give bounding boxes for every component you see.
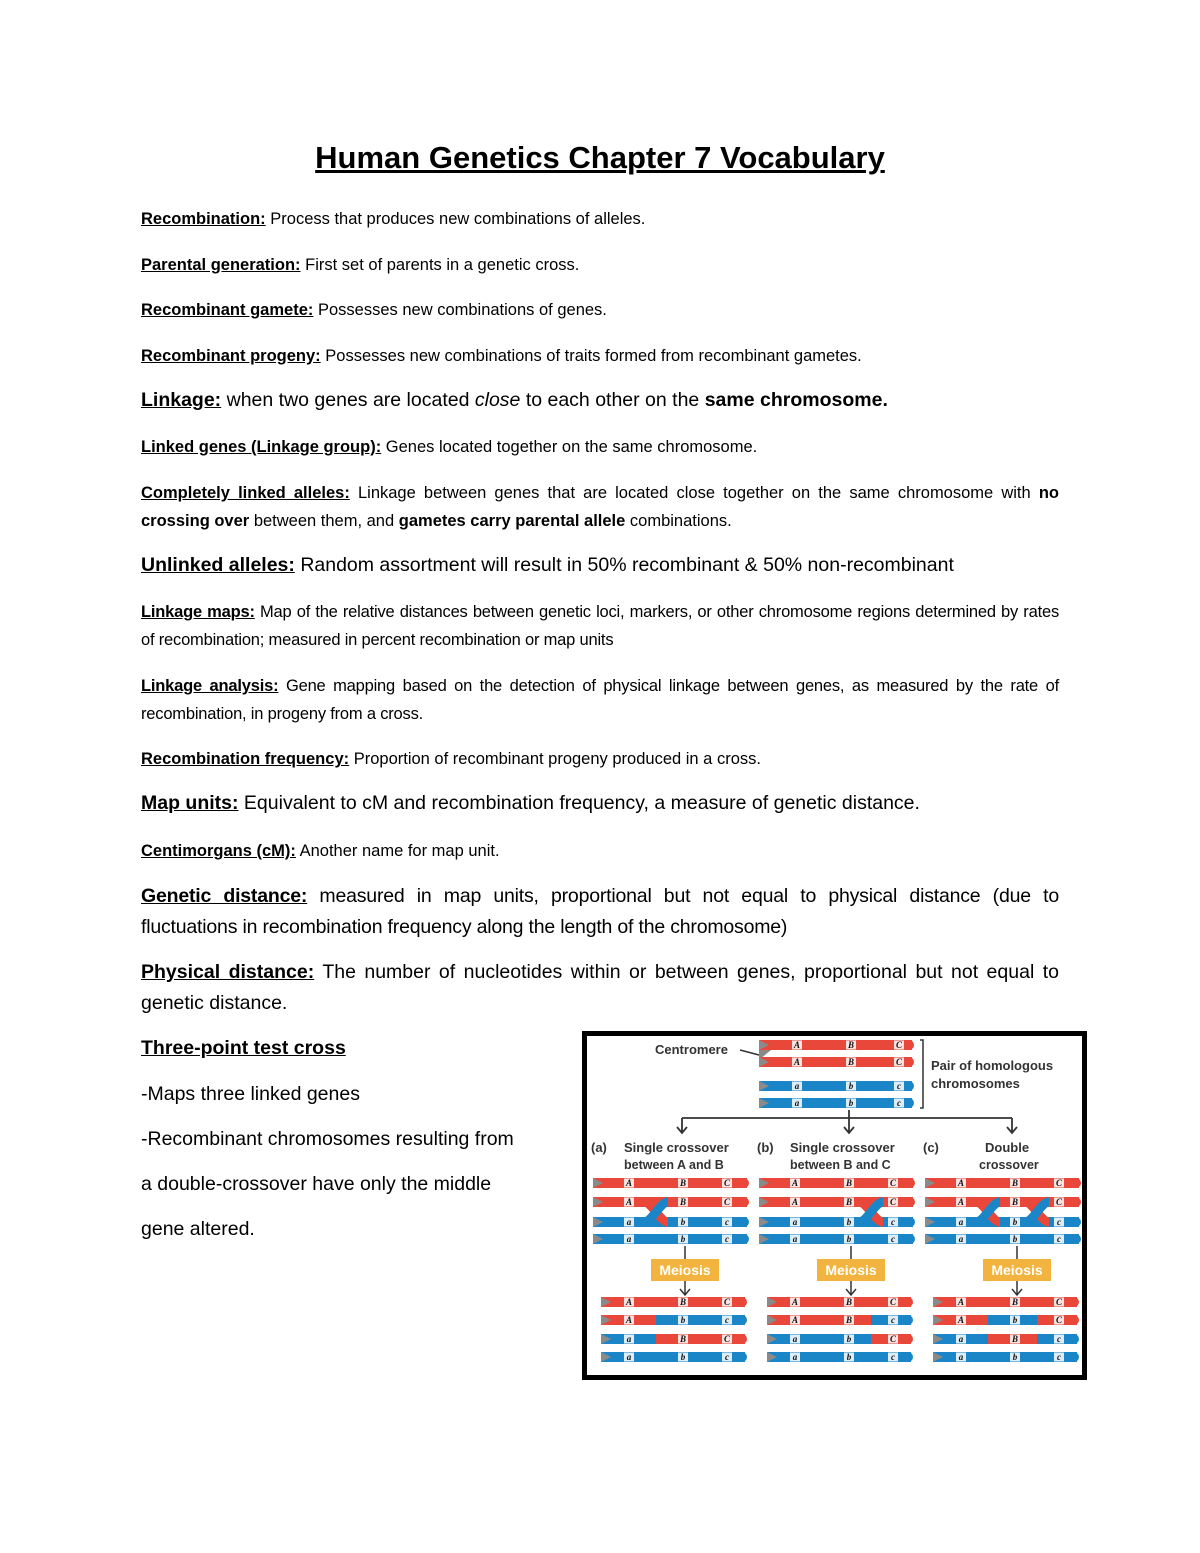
crossover-diagram (587, 1036, 1082, 1375)
definition: Map of the relative distances between genetic loci, markers, or other chromosome regions determined by rates of recombination; measured in percent recombination or map units (141, 603, 1059, 649)
definition-bold: same chromosome (704, 389, 883, 411)
gene-label: B (1011, 1297, 1019, 1308)
term: Recombination frequency: (141, 750, 350, 768)
definition: Possesses new combinations of genes. (317, 301, 607, 319)
gene-label: B (847, 1057, 855, 1068)
gene-label: A (791, 1178, 799, 1189)
gene-label: A (625, 1197, 633, 1208)
definition: Random assortment will result in 50% recombinant & 50% non-recombinant (300, 554, 954, 576)
definition-emphasis: close (474, 389, 521, 411)
term: Linked genes (Linkage group): (141, 438, 382, 456)
definition: Equivalent to cM and recombination frequency, a measure of genetic distance. (243, 792, 920, 814)
panel-b-title: Single crossover (790, 1140, 895, 1155)
panel-a-title: between A and B (624, 1158, 724, 1172)
gene-label: a (792, 1334, 798, 1345)
chromosome-segment (767, 1334, 871, 1344)
term: Completely linked alleles: (141, 484, 350, 502)
gene-label: c (1057, 1217, 1061, 1228)
gene-label: c (725, 1352, 729, 1363)
gene-label: B (1011, 1178, 1019, 1189)
gene-label: c (725, 1315, 729, 1326)
gene-label: b (680, 1352, 686, 1363)
gene-label: a (794, 1081, 800, 1092)
definition-part: to each other on the (525, 389, 700, 411)
gene-label: A (793, 1057, 801, 1068)
definition-bold: gametes carry parental allele (398, 512, 626, 530)
definition: The number of nucleotides within or between genes, proportional but not equal to genetic distance. (141, 961, 1059, 1014)
gene-label: B (845, 1297, 853, 1308)
gene-label: C (1055, 1178, 1063, 1189)
gene-label: B (1011, 1334, 1019, 1345)
entry-recombinant-progeny (141, 342, 1059, 370)
gene-label: B (847, 1040, 855, 1051)
gene-label: b (1012, 1352, 1018, 1363)
chromosome-end (905, 1234, 915, 1244)
chromosome-end (904, 1057, 914, 1067)
term: Parental generation: (141, 256, 301, 274)
gene-label: A (625, 1297, 633, 1308)
chromosome-end (1069, 1334, 1079, 1344)
meiosis-label: Meiosis (659, 1262, 711, 1278)
gene-label: b (680, 1315, 686, 1326)
three-point-line: -Recombinant chromosomes resulting from (141, 1128, 514, 1150)
term: Linkage maps: (141, 603, 255, 621)
gene-label: A (791, 1315, 799, 1326)
three-point-line: gene altered. (141, 1218, 255, 1240)
gene-label: a (792, 1217, 798, 1228)
chromosome-end (1071, 1178, 1081, 1188)
gene-label: A (625, 1178, 633, 1189)
chromosome-end (1071, 1234, 1081, 1244)
gene-label: a (958, 1334, 964, 1345)
term: Recombinant gamete: (141, 301, 314, 319)
homolog-label: chromosomes (931, 1076, 1020, 1091)
gene-label: b (1012, 1315, 1018, 1326)
gene-label: c (891, 1234, 895, 1245)
definition: Process that produces new combinations of alleles. (270, 210, 646, 228)
centromere-pointer (740, 1050, 759, 1055)
entry-completely-linked-alleles (141, 479, 1059, 535)
gene-label: C (895, 1057, 903, 1068)
gene-label: B (679, 1334, 687, 1345)
term: Unlinked alleles: (141, 554, 295, 576)
gene-label: A (957, 1178, 965, 1189)
chromosome-end (905, 1197, 915, 1207)
chromosome-end (905, 1217, 915, 1227)
gene-label: c (897, 1081, 901, 1092)
definition: Genes located together on the same chromosome. (385, 438, 758, 456)
entry-linkage-maps (141, 598, 1059, 654)
chromosome-end (904, 1040, 914, 1050)
gene-label: B (679, 1197, 687, 1208)
gene-label: C (723, 1334, 731, 1345)
term: Map units: (141, 792, 239, 814)
gene-label: B (845, 1178, 853, 1189)
entry-linked-genes (141, 433, 1059, 461)
definition-part: combinations. (629, 512, 732, 530)
gene-label: C (723, 1297, 731, 1308)
gene-label: B (845, 1315, 853, 1326)
gene-label: a (626, 1352, 632, 1363)
entry-recombination-frequency (141, 745, 1059, 773)
gene-label: A (791, 1197, 799, 1208)
entry-linkage-analysis (141, 672, 1059, 728)
gene-label: A (957, 1197, 965, 1208)
chromosome-end (1071, 1197, 1081, 1207)
definition: Possesses new combinations of traits formed from recombinant gametes. (325, 347, 862, 365)
chromosome-end (737, 1315, 747, 1325)
gene-label: C (723, 1178, 731, 1189)
gene-label: b (1012, 1217, 1018, 1228)
gene-label: C (889, 1197, 897, 1208)
gene-label: c (891, 1217, 895, 1228)
panel-a-letter: (a) (591, 1140, 607, 1155)
chromosome-end (739, 1178, 749, 1188)
gene-label: a (958, 1234, 964, 1245)
three-point-line: -Maps three linked genes (141, 1083, 360, 1105)
definition: Gene mapping based on the detection of physical linkage between genes, as measured by the rate of recombination, in progeny from a cross. (141, 677, 1059, 723)
panel-b-title: between B and C (790, 1158, 891, 1172)
gene-label: B (679, 1297, 687, 1308)
gene-label: C (1055, 1197, 1063, 1208)
definition: First set of parents in a genetic cross. (305, 256, 580, 274)
gene-label: C (889, 1334, 897, 1345)
panel-b-letter: (b) (757, 1140, 774, 1155)
chromosome-end (737, 1334, 747, 1344)
chromosome-segment (767, 1315, 871, 1325)
entry-recombination (141, 205, 1059, 233)
panel-c-title: Double (985, 1140, 1030, 1155)
gene-label: C (895, 1040, 903, 1051)
chromosome-end (1069, 1297, 1079, 1307)
definition-period: . (882, 389, 888, 411)
chromosome-end (1071, 1217, 1081, 1227)
arrow-a (677, 1118, 687, 1133)
gene-label: b (680, 1234, 686, 1245)
term: Genetic distance: (141, 885, 308, 907)
definition-part: between them, and (253, 512, 395, 530)
three-point-heading: Three-point test cross (141, 1037, 346, 1059)
entry-parental-generation (141, 251, 1059, 279)
term: Recombination: (141, 210, 266, 228)
definition: measured in map units, proportional but not equal to physical distance (due to fluctuations in recombination frequency along the length of the chromosome) (141, 885, 1060, 938)
gene-label: C (1055, 1315, 1063, 1326)
term: Physical distance: (141, 961, 315, 983)
gene-label: C (889, 1297, 897, 1308)
gene-label: b (848, 1098, 854, 1109)
gene-label: A (625, 1315, 633, 1326)
page-title: Human Genetics Chapter 7 Vocabulary (315, 140, 885, 175)
gene-label: c (897, 1098, 901, 1109)
gene-label: A (957, 1297, 965, 1308)
homolog-label: Pair of homologous (931, 1058, 1054, 1073)
chromosome-segment (759, 1098, 912, 1108)
chromosome-end (904, 1081, 914, 1091)
gene-label: a (626, 1334, 632, 1345)
chromosome-segment (759, 1057, 912, 1067)
term: Recombinant progeny: (141, 347, 321, 365)
chromosome-end (737, 1352, 747, 1362)
term: Linkage analysis: (141, 677, 279, 695)
definition: Another name for map unit. (299, 842, 500, 860)
chromosome-end (903, 1352, 913, 1362)
entry-centimorgans (141, 837, 1059, 865)
chromosome-segment (759, 1081, 912, 1091)
gene-label: b (1012, 1234, 1018, 1245)
definition-part: Linkage between genes that are located close together on the same chromosome with (357, 484, 1031, 502)
gene-label: b (680, 1217, 686, 1228)
gene-label: b (846, 1334, 852, 1345)
chromosome-end (903, 1334, 913, 1344)
entry-map-units (141, 789, 1059, 817)
gene-label: b (848, 1081, 854, 1092)
definition: Proportion of recombinant progeny produced in a cross. (353, 750, 761, 768)
panel-c-title: crossover (979, 1158, 1039, 1172)
definition-part: when two genes are located (226, 389, 470, 411)
chromosome-end (737, 1297, 747, 1307)
gene-label: a (626, 1217, 632, 1228)
homolog-bracket (920, 1040, 923, 1108)
term: Centimorgans (cM): (141, 842, 296, 860)
gene-label: b (846, 1234, 852, 1245)
meiosis-label: Meiosis (991, 1262, 1043, 1278)
gene-label: a (958, 1352, 964, 1363)
gene-label: a (626, 1234, 632, 1245)
meiosis-label: Meiosis (825, 1262, 877, 1278)
gene-label: B (679, 1178, 687, 1189)
term: Linkage: (141, 389, 222, 411)
gene-label: B (1011, 1197, 1019, 1208)
entry-genetic-distance (141, 881, 1059, 943)
arrow-c (1007, 1118, 1017, 1133)
crossover-figure (582, 1031, 1087, 1380)
gene-label: c (891, 1352, 895, 1363)
gene-label: a (792, 1352, 798, 1363)
panel-c-letter: (c) (923, 1140, 939, 1155)
gene-label: b (846, 1217, 852, 1228)
chromosome-end (739, 1217, 749, 1227)
entry-unlinked-alleles (141, 551, 1059, 579)
gene-label: a (958, 1217, 964, 1228)
gene-label: B (845, 1197, 853, 1208)
gene-label: c (725, 1234, 729, 1245)
entry-linkage (141, 386, 1059, 414)
definition-bold: no crossing over (141, 484, 1059, 530)
gene-label: c (725, 1217, 729, 1228)
gene-label: c (1057, 1234, 1061, 1245)
chromosome-end (1069, 1315, 1079, 1325)
gene-label: c (1057, 1352, 1061, 1363)
chromosome-end (905, 1178, 915, 1188)
gene-label: a (794, 1098, 800, 1109)
gene-label: c (1057, 1334, 1061, 1345)
gene-label: A (791, 1297, 799, 1308)
chromosome-end (904, 1098, 914, 1108)
gene-label: C (723, 1197, 731, 1208)
panel-a-title: Single crossover (624, 1140, 729, 1155)
chromosome-end (1069, 1352, 1079, 1362)
chromosome-end (739, 1197, 749, 1207)
arrow-b (844, 1118, 854, 1133)
chromosome-end (739, 1234, 749, 1244)
gene-label: A (957, 1315, 965, 1326)
gene-label: b (846, 1352, 852, 1363)
gene-label: a (792, 1234, 798, 1245)
entry-recombinant-gamete (141, 296, 1059, 324)
chromosome-segment (759, 1040, 912, 1050)
gene-label: A (793, 1040, 801, 1051)
entry-physical-distance (141, 957, 1059, 1019)
gene-label: c (891, 1315, 895, 1326)
gene-label: C (889, 1178, 897, 1189)
three-point-line: a double-crossover have only the middle (141, 1173, 492, 1195)
chromosome-end (903, 1297, 913, 1307)
chromosome-end (903, 1315, 913, 1325)
gene-label: C (1055, 1297, 1063, 1308)
centromere-label: Centromere (655, 1042, 728, 1057)
